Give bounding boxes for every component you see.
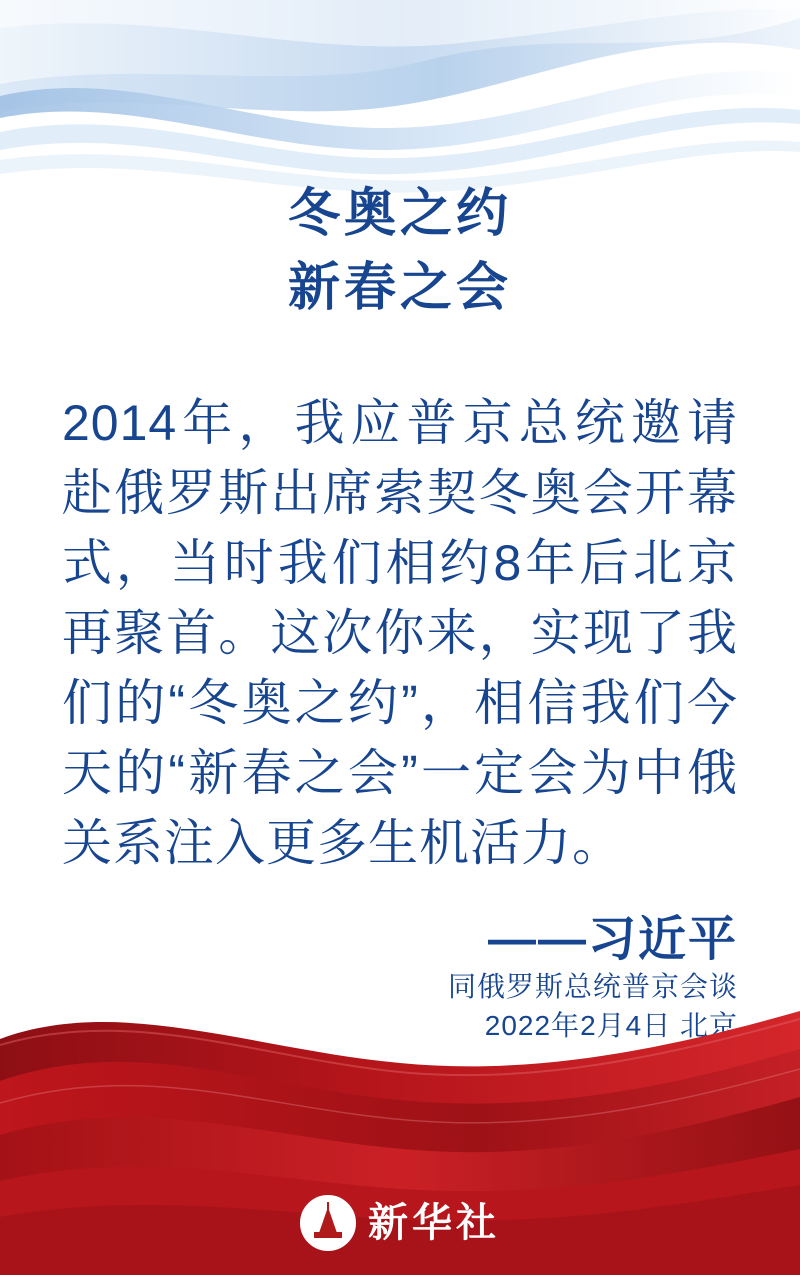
poster-headline <box>0 178 800 326</box>
headline-line-1: 冬奥之约 <box>287 185 512 243</box>
quote-attribution: ——习近平 <box>487 913 738 966</box>
meta-occasion: 同俄罗斯总统普京会谈 <box>447 971 738 1002</box>
meta-date-place: 2022年2月4日 北京 <box>484 1009 738 1041</box>
quote-text: 2014年，我应普京总统邀请赴俄罗斯出席索契冬奥会开幕式，当时我们相约8年后北京再聚首。这次你来，实现了我们的“冬奥之约”，相信我们今天的“新春之会”一定会为中俄关系注入更多生机活力。 <box>62 395 738 871</box>
xinhua-logo <box>0 1195 800 1251</box>
logo-text: 新华社 <box>368 1201 500 1245</box>
headline-line-2: 新春之会 <box>287 258 512 317</box>
xinhua-pagoda-icon <box>300 1195 356 1251</box>
